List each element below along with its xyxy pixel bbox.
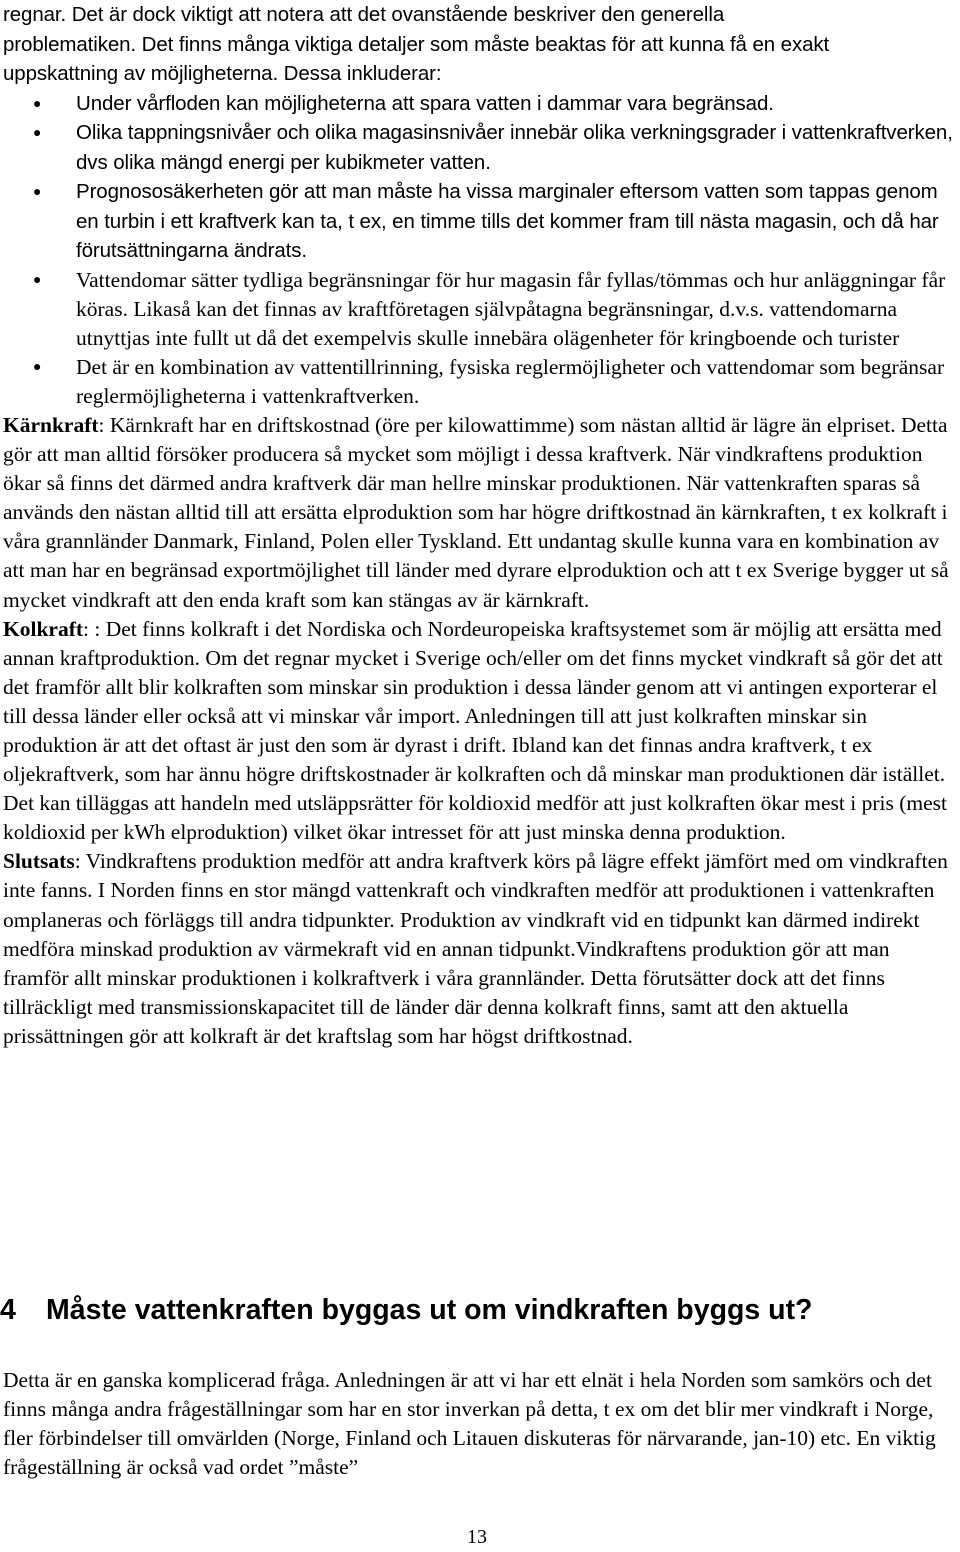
intro-paragraph — [3, 0, 959, 89]
kolkraft-paragraph — [3, 615, 959, 848]
list-item — [3, 118, 959, 177]
bullet-dot-icon: ● — [33, 272, 42, 288]
document-page — [3, 0, 959, 1051]
list-item-text: Vattendomar sätter tydliga begränsningar för hur magasin får fyllas/tömmas och hur anläggningar får köras. Likaså kan det finnas av kraftföretagen självpåtagna begränsningar, d.v.s. vattendomarna utnyttjas inte fullt ut då det exempelvis skulle innebära olägenheter för kringboende och turister — [76, 267, 946, 350]
karnkraft-paragraph — [3, 411, 959, 615]
bullet-list-serif — [3, 266, 959, 411]
intro-line: problematiken. Det finns många viktiga detaljer som måste beaktas för att kunna få en exakt — [3, 32, 830, 56]
bullet-list-sans — [3, 89, 959, 266]
list-item — [3, 353, 959, 411]
section-heading — [0, 1292, 812, 1328]
intro-line: uppskattning av möjligheterna. Dessa inkluderar: — [3, 62, 442, 85]
bullet-dot-icon: ● — [33, 359, 42, 375]
list-item — [3, 177, 959, 266]
list-item-text: Prognososäkerheten gör att man måste ha vissa marginaler eftersom vatten som tappas genom en turbin i ett kraftverk kan ta, t ex, en timme tills det kommer fram till nästa magasin, och då har förutsättningarna ändrats. — [76, 180, 939, 262]
list-item-text: Det är en kombination av vattentillrinning, fysiska reglermöjligheter och vattendomar som begränsar reglermöjligheterna i vattenkraftverken. — [76, 354, 945, 408]
list-item-text: Olika tappningsnivåer och olika magasinsnivåer innebär olika verkningsgrader i vattenkraftverken, dvs olika mängd energi per kubikmeter vatten. — [76, 121, 953, 174]
list-item — [3, 89, 959, 119]
slutsats-label: Slutsats — [3, 849, 75, 874]
kolkraft-label: Kolkraft — [3, 616, 84, 641]
bullet-dot-icon: ● — [33, 183, 42, 199]
karnkraft-label: Kärnkraft — [3, 412, 99, 437]
slutsats-paragraph — [3, 847, 959, 1051]
list-item-text: Under vårfloden kan möjligheterna att spara vatten i dammar vara begränsad. — [76, 91, 774, 115]
section-number: 4 — [0, 1294, 16, 1326]
intro-line: regnar. Det är dock viktigt att notera att det ovanstående beskriver den generella — [3, 3, 725, 26]
kolkraft-text: : : Det finns kolkraft i det Nordiska och Nordeuropeiska kraftsystemet som är möjlig att ersätta med annan kraftproduktion. Om det regnar mycket i Sverige och/eller om det finns mycket vindkraft så gör det att det framför allt blir kolkraften som minskar sin produktion i dessa länder genom att vi antingen exporterar el till dessa länder eller också att vi minskar vår import. Anledningen till att just kolkraften minskar sin produktion är att det oftast är just den som är dyrast i drift. Ibland kan det finnas andra kraftverk, t ex oljekraftverk, som har ännu högre driftskostnader är kolkraften och då minskar man produktionen där istället. Det kan tilläggas att handeln med utsläppsrätter för koldioxid medför att just kolkraften ökar mest i pris (mest koldioxid per kWh elproduktion) vilket ökar intresset för att just minska denna produktion. — [3, 616, 947, 845]
page-number: 13 — [467, 1526, 487, 1548]
slutsats-text: : Vindkraftens produktion medför att andra kraftverk körs på lägre effekt jämfört med om vindkraften inte fanns. I Norden finns en stor mängd vattenkraft och vindkraften medför att produktionen i vattenkraften omplaneras och förläggs till andra tidpunkter. Produktion av vindkraft vid en tidpunkt kan därmed indirekt medföra minskad produktion av värmekraft vid en annan tidpunkt.Vindkraftens produktion gör att man framför allt minskar produktionen i kolkraftverk i våra grannländer. Detta förutsätter dock att det finns tillräckligt med transmissionskapacitet till de länder där denna kolkraft finns, samt att den aktuella prissättningen gör att kolkraft är det kraftslag som har högst driftkostnad. — [3, 849, 948, 1048]
karnkraft-text: : Kärnkraft har en driftskostnad (öre per kilowattimme) som nästan alltid är lägre än elpriset. Detta gör att man alltid försöker producera så mycket som möjligt i dessa kraftverk. När vindkraftens produktion ökar så finns det därmed andra kraftverk där man hellre minskar produktionen. När vattenkraften sparas så används den nästan alltid till att ersätta elproduktion som har högre driftkostnad än kärnkraften, t ex kolkraft i våra grannländer Danmark, Finland, Polen eller Tyskland. Ett undantag skulle kunna vara en kombination av att man har en begränsad exportmöjlighet till länder med dyrare elproduktion och att t ex Sverige bygger ut så mycket vindkraft att den enda kraft som kan stängas av är kärnkraft. — [3, 412, 949, 612]
bullet-dot-icon: ● — [33, 94, 42, 111]
closing-paragraph: Detta är en ganska komplicerad fråga. Anledningen är att vi har ett elnät i hela Norden som samkörs och det finns många andra frågeställningar som har en stor inverkan på detta, t ex om det blir mer vindkraft i Norge, fler förbindelser till omvärlden (Norge, Finland och Litauen diskuteras för närvarande, jan-10) etc. En viktig frågeställning är också vad ordet ”måste” — [3, 1368, 936, 1480]
section-title: Måste vattenkraften byggas ut om vindkraften byggs ut? — [46, 1294, 813, 1326]
list-item — [3, 266, 959, 353]
bullet-dot-icon: ● — [33, 124, 42, 140]
